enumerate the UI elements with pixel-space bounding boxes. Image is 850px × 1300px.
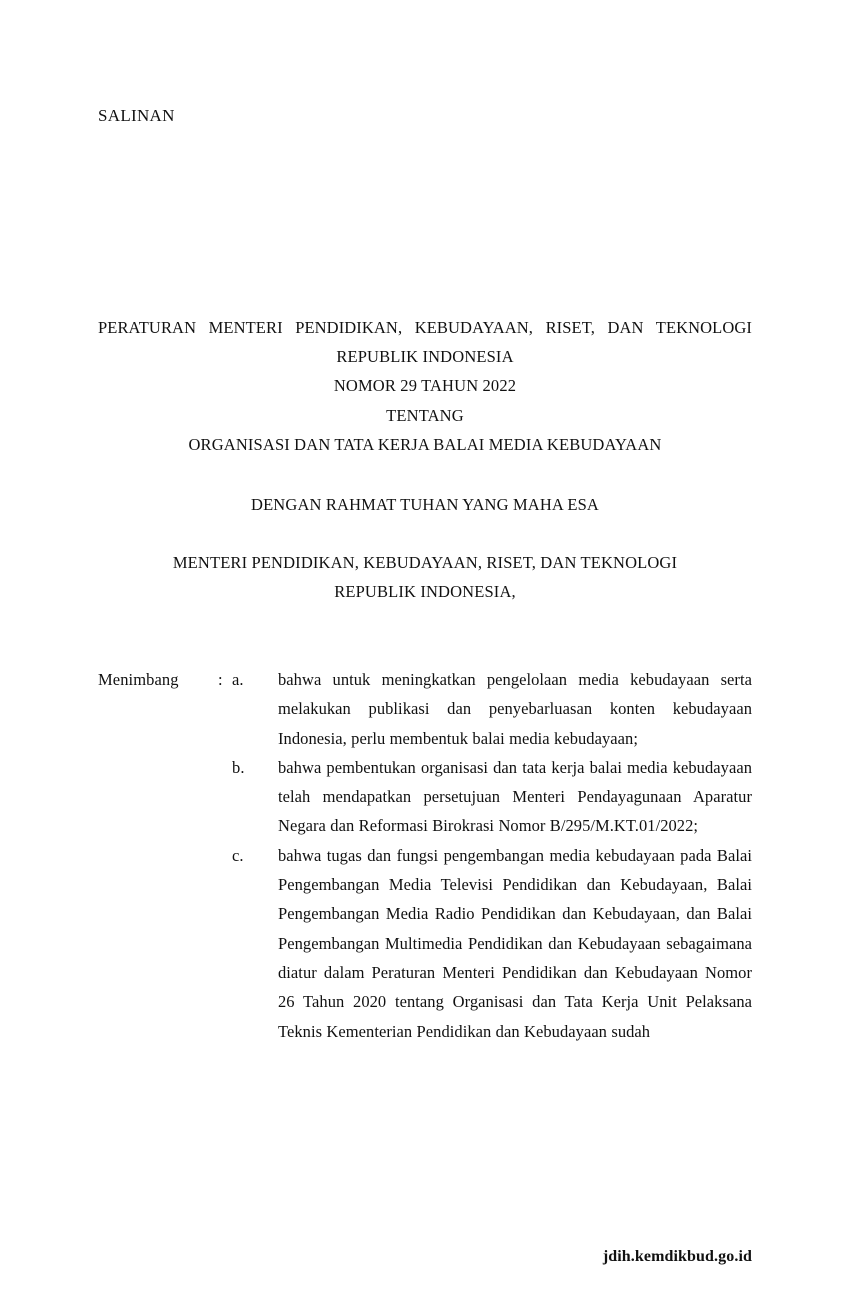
block-spacer bbox=[98, 519, 752, 548]
considering-item-a bbox=[232, 665, 752, 753]
considering-item-b bbox=[232, 753, 752, 841]
copy-stamp: SALINAN bbox=[98, 106, 175, 125]
regulation-about-label: TENTANG bbox=[386, 405, 464, 425]
clause-text: bahwa tugas dan fungsi pengembangan media kebudayaan pada Balai Pengembangan Media Televisi Pendidikan dan Kebudayaan, Balai Pengembangan Media Radio Pendidikan dan Kebudayaan, dan Balai Pengembangan Multimedia Pendidikan dan Kebudayaan sebagaimana diatur dalam Peraturan Menteri Pendidikan dan Kebudayaan Nomor 26 Tahun 2020 tentang Organisasi dan Tata Kerja Unit Pelaksana Teknis Kementerian Pendidikan dan Kebudayaan sudah bbox=[278, 845, 752, 1041]
regulation-title-line-2: REPUBLIK INDONESIA bbox=[336, 347, 514, 367]
considering-section bbox=[98, 665, 752, 1046]
divine-blessing-line: DENGAN RAHMAT TUHAN YANG MAHA ESA bbox=[251, 495, 599, 514]
document-title-block bbox=[98, 313, 752, 459]
considering-item-c bbox=[232, 841, 752, 1046]
considering-items bbox=[232, 665, 752, 1046]
considering-colon: : bbox=[218, 670, 223, 689]
clause-marker: c. bbox=[232, 845, 244, 865]
considering-row bbox=[98, 665, 752, 1046]
enactment-block bbox=[98, 490, 752, 607]
regulation-number: NOMOR 29 TAHUN 2022 bbox=[333, 376, 517, 396]
regulation-title-line-1: PERATURAN MENTERI PENDIDIKAN, KEBUDAYAAN, RISET, DAN TEKNOLOGI bbox=[98, 318, 752, 337]
clause-marker: b. bbox=[232, 757, 245, 777]
clause-text: bahwa untuk meningkatkan pengelolaan media kebudayaan serta melakukan publikasi dan penyebarluasan konten kebudayaan Indonesia, perlu membentuk balai media kebudayaan; bbox=[278, 670, 752, 748]
clause-text: bahwa pembentukan organisasi dan tata kerja balai media kebudayaan telah mendapatkan persetujuan Menteri Pendayagunaan Aparatur Negara dan Reformasi Birokrasi Nomor B/295/M.KT.01/2022; bbox=[278, 757, 752, 836]
clause-marker: a. bbox=[232, 670, 244, 689]
jdih-footer-watermark: jdih.kemdikbud.go.id bbox=[602, 1248, 752, 1265]
regulation-subject: ORGANISASI DAN TATA KERJA BALAI MEDIA KEBUDAYAAN bbox=[188, 434, 662, 454]
issuing-authority-line-1: MENTERI PENDIDIKAN, KEBUDAYAAN, RISET, DAN TEKNOLOGI bbox=[172, 553, 678, 573]
considering-label: Menimbang bbox=[98, 670, 179, 689]
issuing-authority-line-2: REPUBLIK INDONESIA, bbox=[334, 582, 516, 602]
